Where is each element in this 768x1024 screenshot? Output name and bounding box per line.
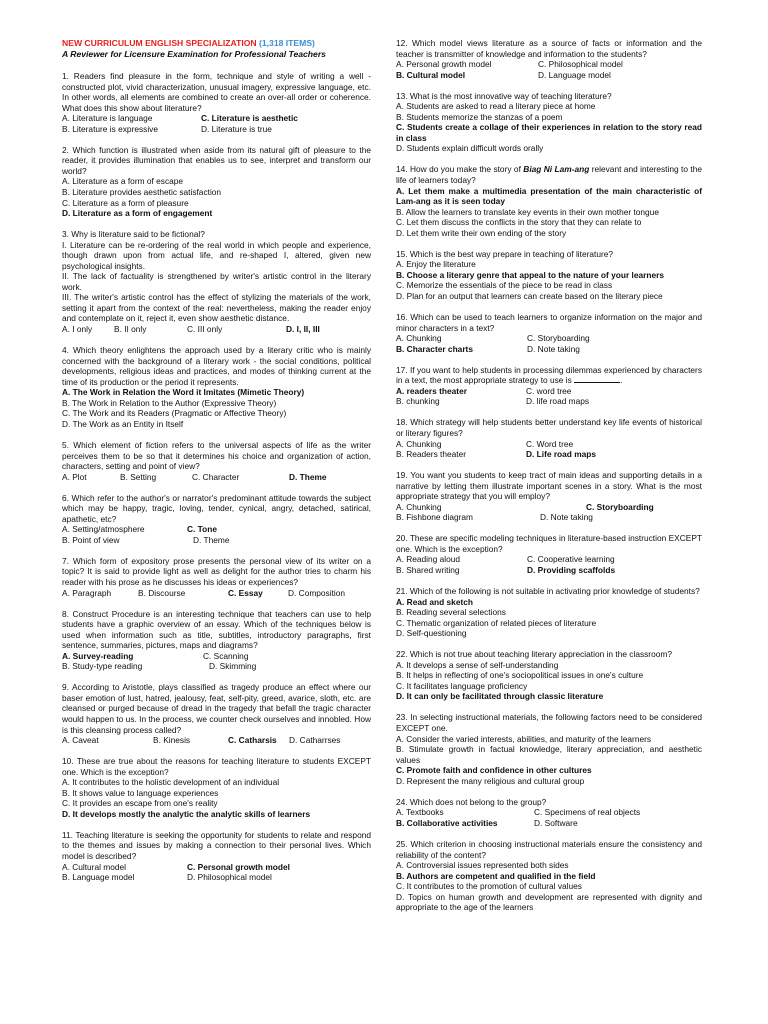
- question-stem: 4. Which theory enlightens the approach used by a literary critic who is mainly concerned with the background of a literary work - the social conditions, political developments, religious ideas and practices, and modes of thinking current at the time of its production or the period it represents.: [62, 345, 371, 387]
- question-22: [396, 649, 702, 702]
- question-12: [396, 38, 702, 80]
- question-1: [62, 71, 371, 134]
- option-b: B. Literature is expressive: [62, 123, 158, 134]
- option-a: A. It contributes to the holistic development of an individual: [62, 777, 280, 788]
- option-c: C. Promote faith and confidence in other cultures: [396, 765, 592, 776]
- option-a: A. It develops a sense of self-understanding: [396, 659, 559, 670]
- option-d: D. Language model: [538, 69, 611, 80]
- option-a: A. Caveat: [62, 735, 99, 746]
- question-8: [62, 609, 371, 672]
- stem-prefix: 14. How do you make the story of: [396, 164, 524, 175]
- option-b: B. Shared writing: [396, 564, 460, 575]
- question-14: [396, 164, 702, 238]
- question-stem: 2. Which function is illustrated when aside from its natural gift of pleasure to the reader, it provides illumination that enables us to see, interpret and transform our world?: [62, 144, 371, 176]
- option-d: D. Topics on human growth and development are represented with dignity and appropriate to the age of the learners: [396, 891, 702, 913]
- option-row: [396, 396, 702, 407]
- option-c: C. Literature as a form of pleasure: [62, 197, 189, 208]
- question-18: [396, 417, 702, 459]
- option-d: D. Students explain difficult words orally: [396, 143, 544, 154]
- option-b: B. The Work in Relation to the Author (Expressive Theory): [62, 397, 277, 408]
- question-17: [396, 365, 702, 407]
- question-stem: 18. Which strategy will help students better understand key life events of historical or literary figures?: [396, 417, 702, 438]
- option-a: A. Cultural model: [62, 861, 126, 872]
- option-row: [396, 554, 702, 565]
- question-24: [396, 797, 702, 829]
- option-c: C. Essay: [228, 587, 263, 598]
- option-c: C. The Work and its Readers (Pragmatic or Affective Theory): [62, 408, 287, 419]
- option-a: A. Chunking: [396, 333, 442, 344]
- option-row: [396, 502, 702, 513]
- option-b: B. Allow the learners to translate key events in their own mother tongue: [396, 206, 659, 217]
- option-a: A. Plot: [62, 471, 87, 482]
- question-stem: 6. Which refer to the author's or narrator's predominant attitude towards the subject which may be happy, tragic, loving, tender, cynical, angry, detached, satirical, apathetic, etc?: [62, 492, 371, 524]
- document-title: [62, 38, 371, 49]
- question-11: [62, 830, 371, 883]
- option-a: A. The Work in Relation the Word it Imitates (Mimetic Theory): [62, 387, 305, 398]
- option-b: B. It shows value to language experiences: [62, 787, 219, 798]
- question-stem: [396, 164, 702, 185]
- option-a: A. Chunking: [396, 438, 442, 449]
- option-a: A. Literature is language: [62, 113, 153, 124]
- question-20: [396, 533, 702, 575]
- question-stem: 13. What is the most innovative way of teaching literature?: [396, 90, 612, 101]
- question-stem: 24. Which does not belong to the group?: [396, 796, 547, 807]
- question-5: [62, 440, 371, 482]
- option-d: D. life road maps: [526, 396, 590, 407]
- answer-blank: [574, 375, 620, 383]
- question-stem: 19. You want you students to keep tract of main ideas and supporting details in a narrative by letting them illustrate important scenes in a story. What is the most appropriate strategy that you will employ?: [396, 470, 702, 502]
- option-row: [62, 524, 371, 535]
- option-d: D. Literature as a form of engagement: [62, 208, 213, 219]
- question-stem: 22. Which is not true about teaching literary appreciation in the classroom?: [396, 649, 672, 660]
- question-15: [396, 249, 702, 302]
- option-d: D. Composition: [288, 587, 346, 598]
- question-6: [62, 493, 371, 546]
- option-row: [62, 588, 371, 599]
- question-16: [396, 312, 702, 354]
- option-a: A. Textbooks: [396, 807, 444, 818]
- option-d: D. Plan for an output that learners can create based on the literary piece: [396, 290, 663, 301]
- left-column: [62, 38, 371, 893]
- question-19: [396, 470, 702, 523]
- question-23: [396, 712, 702, 786]
- option-b: B. Collaborative activities: [396, 817, 498, 828]
- option-row: [62, 862, 371, 873]
- option-row: [62, 324, 371, 335]
- option-b: B. It helps in reflecting of one's sociopolitical issues in one's culture: [396, 670, 644, 681]
- question-stem: 1. Readers find pleasure in the form, technique and style of writing a well - constructed plot, vivid characterization, unusual imagery, expressive language, etc. In other words, all elements are combined to create an over-all order or coherence. What does this show about literature?: [62, 71, 371, 113]
- option-b: B. Readers theater: [396, 449, 467, 460]
- option-c: C. Scanning: [203, 650, 249, 661]
- question-stem: 15. Which is the best way prepare in teaching of literature?: [396, 248, 614, 259]
- option-b: B. Reading several selections: [396, 607, 506, 618]
- option-b: B. Cultural model: [396, 69, 466, 80]
- option-row: [62, 535, 371, 546]
- option-row: [396, 70, 702, 81]
- option-d: D. Life road maps: [526, 449, 597, 460]
- option-row: [62, 651, 371, 662]
- option-row: [62, 872, 371, 883]
- option-a: A. Read and sketch: [396, 596, 473, 607]
- question-stem: 5. Which element of fiction refers to the universal aspects of life as the writer perceives them to be so that it determines his choice and organization of action, characters, setting and point of view?: [62, 439, 371, 472]
- option-d: D. Let them write their own ending of the story: [396, 227, 567, 238]
- stem-suffix: relevant and interesting to the life of learners today?: [396, 164, 702, 186]
- question-stem: 21. Which of the following is not suitable in activating prior knowledge of students?: [396, 586, 700, 597]
- option-d: D. It develops mostly the analytic the analytic skills of learners: [62, 808, 311, 819]
- question-stem: 16. Which can be used to teach learners to organize information on the major and minor characters in a text?: [396, 312, 702, 333]
- option-row: [396, 59, 702, 70]
- option-row: [396, 449, 702, 460]
- question-stem: 23. In selecting instructional materials, the following factors need to be considered EXCEPT one.: [396, 712, 702, 734]
- option-c: C. It contributes to the promotion of cultural values: [396, 881, 582, 892]
- option-b: B. Literature provides aesthetic satisfaction: [62, 186, 222, 197]
- option-row: [396, 386, 702, 397]
- option-a: A. I only: [62, 324, 93, 335]
- option-d: D. Self-questioning: [396, 628, 467, 639]
- option-d: D. Skimming: [209, 661, 257, 672]
- option-d: D. Philosophical model: [187, 872, 272, 883]
- option-a: A. Controversial issues represented both sides: [396, 860, 569, 871]
- option-d: D. Literature is true: [201, 123, 272, 134]
- option-a: A. Chunking: [396, 501, 442, 512]
- question-stem: 11. Teaching literature is seeking the opportunity for students to relate and respond to the themes and issues by making a connection to their personal lives. Which model is described?: [62, 829, 371, 861]
- option-a: A. Personal growth model: [396, 59, 492, 70]
- option-a: A. Survey-reading: [62, 650, 134, 661]
- option-a: A. Enjoy the literature: [396, 259, 476, 270]
- option-c: C. word tree: [526, 385, 572, 396]
- option-a: A. Reading aloud: [396, 554, 461, 565]
- question-25: [396, 839, 702, 913]
- option-row: [396, 344, 702, 355]
- option-c: C. Let them discuss the conflicts in the story that they can relate to: [396, 217, 642, 228]
- option-c: C. Thematic organization of related pieces of literature: [396, 617, 597, 628]
- option-d: D. I, II, III: [286, 324, 320, 335]
- option-a: A. Paragraph: [62, 587, 112, 598]
- story-title: Biag Ni Lam-ang: [523, 164, 590, 175]
- option-d: D. The Work as an Entity in Itself: [62, 418, 184, 429]
- option-c: C. Students create a collage of their experiences in relation to the story read in class: [396, 122, 702, 143]
- option-d: D. Software: [534, 817, 578, 828]
- option-d: D. Catharrses: [289, 735, 341, 746]
- option-b: B. Setting: [120, 471, 157, 482]
- option-row: [396, 512, 702, 523]
- option-d: D. Theme: [193, 534, 230, 545]
- question-2: [62, 145, 371, 219]
- question-4: [62, 345, 371, 429]
- option-row: [62, 472, 371, 483]
- item-count: (1,318 ITEMS): [259, 38, 315, 48]
- option-a: A. Setting/atmosphere: [62, 524, 145, 535]
- question-stem: 12. Which model views literature as a source of facts or information and the teacher is transmitter of knowledge and information to the students?: [396, 38, 702, 59]
- option-c: C. It facilitates language proficiency: [396, 680, 528, 691]
- option-row: [62, 124, 371, 135]
- statement-2: II. The lack of factuality is strengthened by writer's artistic control in the literary work.: [62, 271, 371, 292]
- option-b: B. Character charts: [396, 343, 473, 354]
- option-a: A. Students are asked to read a literary piece at home: [396, 101, 596, 112]
- question-stem: 10. These are true about the reasons for teaching literature to students EXCEPT one. Which is the exception?: [62, 756, 371, 777]
- option-b: B. Stimulate growth in factual knowledge, literary appreciation, and aesthetic values: [396, 744, 702, 765]
- option-row: [396, 439, 702, 450]
- option-d: D. Represent the many religious and cultural group: [396, 775, 585, 786]
- option-b: B. Students memorize the stanzas of a poem: [396, 111, 563, 122]
- question-stem: 7. Which form of expository prose presents the personal view of its writer on a topic? It is said to provide light as well as delight for the author tries to charm his reader with his prose as he discusses his ideas or experiences?: [62, 555, 371, 587]
- option-c: C. Literature is aesthetic: [201, 113, 298, 124]
- option-d: D. Theme: [289, 471, 327, 482]
- option-b: B. Point of view: [62, 534, 120, 545]
- option-a: A. readers theater: [396, 385, 467, 396]
- stem-text: 17. If you want to help students in processing dilemmas experienced by characters in a text, the most appropriate strategy to use is: [396, 364, 702, 386]
- statement-1: I. Literature can be re-ordering of the real world in which people and experience, though drawn upon from actual life, and re-shaped I, altered, given new psychological insights.: [62, 239, 371, 271]
- option-d: D. Note taking: [527, 343, 580, 354]
- option-c: C. Catharsis: [228, 735, 277, 746]
- option-c: C. Philosophical model: [538, 59, 623, 70]
- option-row: [62, 113, 371, 124]
- option-c: C. III only: [187, 324, 223, 335]
- option-b: B. Authors are competent and qualified in the field: [396, 870, 596, 881]
- option-c: C. Personal growth model: [187, 861, 290, 872]
- title-text: NEW CURRICULUM ENGLISH SPECIALIZATION: [62, 38, 257, 48]
- option-b: B. Discourse: [138, 587, 186, 598]
- option-b: B. Kinesis: [153, 735, 191, 746]
- question-stem: 3. Why is literature said to be fictional?: [62, 229, 205, 240]
- option-c: C. Storyboarding: [586, 501, 654, 512]
- option-row: [62, 735, 371, 746]
- question-21: [396, 586, 702, 639]
- option-c: C. Memorize the essentials of the piece to be read in class: [396, 280, 613, 291]
- option-c: C. Storyboarding: [527, 333, 590, 344]
- document-header: [62, 38, 371, 60]
- option-row: [396, 333, 702, 344]
- question-stem: 9. According to Aristotle, plays classified as tragedy produce an effect where our baser emotion of lust, hatred, jealousy, feat, self-pity, greed, avarice, sloth, etc. are cleansed or purged because of dread in the tragedy that befall the tragic character would happen to us. In the process, we counter check ourselves and innobled. How is this cleansing process called?: [62, 682, 371, 735]
- option-b: B. Language model: [62, 872, 135, 883]
- option-a: A. Literature as a form of escape: [62, 176, 184, 187]
- option-row: [62, 661, 371, 672]
- option-c: C. It provides an escape from one's reality: [62, 798, 218, 809]
- right-column: [396, 38, 702, 923]
- question-stem: 20. These are specific modeling techniques in literature-based instruction EXCEPT one. Which is the exception?: [396, 533, 702, 554]
- option-row: [396, 565, 702, 576]
- option-c: C. Specimens of real objects: [534, 807, 641, 818]
- document-subtitle: A Reviewer for Licensure Examination for Professional Teachers: [62, 49, 326, 59]
- option-c: C. Tone: [187, 524, 217, 535]
- option-a: A. Let them make a multimedia presentation of the main characteristic of Lam-ang as it is seen today: [396, 185, 702, 207]
- option-b: B. chunking: [396, 396, 440, 407]
- option-b: B. Fishbone diagram: [396, 512, 473, 523]
- question-7: [62, 556, 371, 598]
- question-10: [62, 756, 371, 819]
- option-row: [396, 818, 702, 829]
- question-stem: 17. If you want to help students in processing dilemmas experienced by characters in a text, the most appropriate strategy to use is .: [396, 364, 702, 386]
- option-c: C. Character: [192, 471, 240, 482]
- option-b: B. Study-type reading: [62, 661, 143, 672]
- option-d: D. Providing scaffolds: [527, 564, 616, 575]
- statement-3: III. The writer's artistic control has the effect of stylizing the materials of the work, setting it apart from the context of the real: nevertheless, making the reader enjoy and contemplate on it, reject it, even show aesthetic distance.: [62, 292, 371, 324]
- option-a: A. Consider the varied interests, abilities, and maturity of the learners: [396, 733, 652, 744]
- option-d: D. Note taking: [540, 512, 593, 523]
- option-c: C. Cooperative learning: [527, 554, 615, 565]
- question-3: [62, 229, 371, 334]
- question-13: [396, 91, 702, 154]
- option-b: B. Choose a literary genre that appeal to the nature of your learners: [396, 269, 664, 280]
- option-b: B. II only: [114, 324, 147, 335]
- option-d: D. It can only be facilitated through classic literature: [396, 691, 604, 702]
- question-9: [62, 682, 371, 745]
- question-stem: 25. Which criterion in choosing instructional materials ensure the consistency and reliability of the content?: [396, 838, 702, 860]
- question-stem: 8. Construct Procedure is an interesting technique that teachers can use to help students have a graphic overview of an essay. Which of the techniques below is used when information such as title, subtitles, introductory paragraphs, first sentence, summaries, pictures, maps and diagrams?: [62, 608, 371, 651]
- option-c: C. Word tree: [526, 438, 574, 449]
- option-row: [396, 807, 702, 818]
